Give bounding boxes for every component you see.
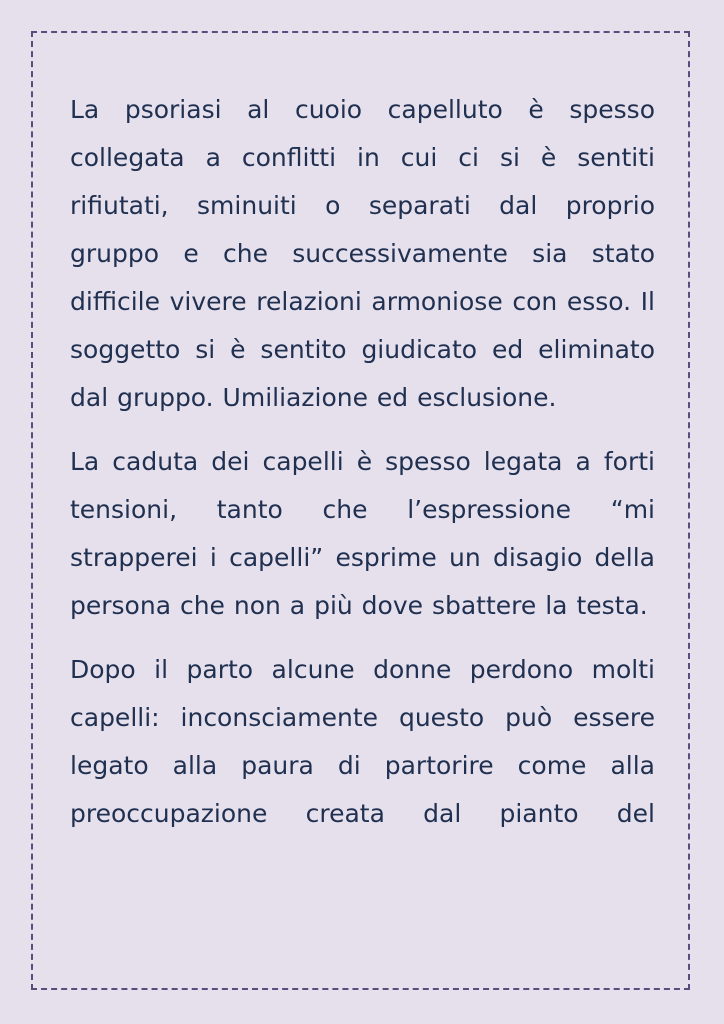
page-content [70,86,655,854]
paragraph-hair-loss: La caduta dei capelli è spesso legata a forti tensioni, tanto che l’espressione “mi strapperei i capelli” esprime un disagio della persona che non a più dove sbattere la testa. [70,447,655,620]
paragraph-psoriasis: La psoriasi al cuoio capelluto è spesso collegata a conflitti in cui ci si è sentiti rifiutati, sminuiti o separati dal proprio gruppo e che successivamente sia stato difficile vivere relazioni armoniose con esso. Il soggetto si è sentito giudicato ed eliminato dal gruppo. Umiliazione ed esclusione. [70,95,655,412]
paragraph-postpartum: Dopo il parto alcune donne perdono molti capelli: inconsciamente questo può essere legato alla paura di partorire come alla preoccupazione creata dal pianto del [70,655,655,828]
